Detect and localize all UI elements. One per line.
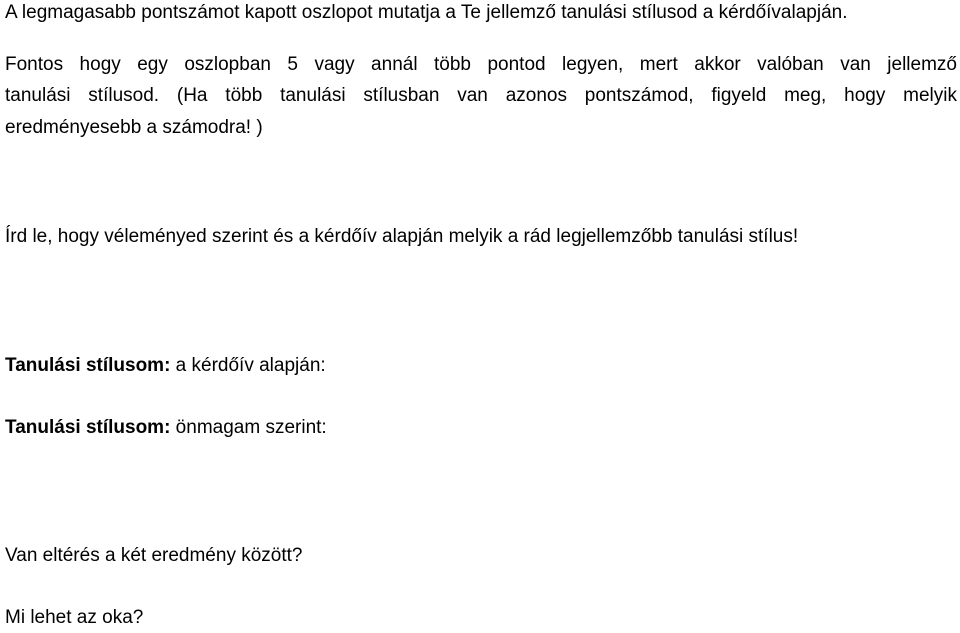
question-reason: Mi lehet az oka?	[5, 607, 144, 628]
style-by-self-text: önmagam szerint:	[170, 417, 327, 438]
style-by-questionnaire-label: Tanulási stílusom:	[5, 355, 171, 376]
style-by-self-label: Tanulási stílusom:	[5, 417, 171, 438]
intro-text: A legmagasabb pontszámot kapott oszlopot mutatja a Te jellemző tanulási stílusod a kérdőívalapján.	[5, 2, 848, 23]
style-by-self	[5, 413, 327, 443]
style-by-questionnaire	[5, 351, 326, 381]
paragraph-line-3: eredményesebb a számodra! )	[5, 117, 263, 138]
question-difference: Van eltérés a két eredmény között?	[5, 545, 303, 566]
paragraph-line-2: tanulási stílusod. (Ha több tanulási stílusban van azonos pontszámod, figyeld meg, hogy melyik	[5, 85, 957, 106]
paragraph-line-1: Fontos hogy egy oszlopban 5 vagy annál több pontod legyen, mert akkor valóban van jellemző	[5, 54, 957, 75]
style-by-questionnaire-text: a kérdőív alapján:	[170, 355, 326, 376]
instruction-text: Írd le, hogy véleményed szerint és a kérdőív alapján melyik a rád legjellemzőbb tanulási stílus!	[5, 226, 799, 247]
